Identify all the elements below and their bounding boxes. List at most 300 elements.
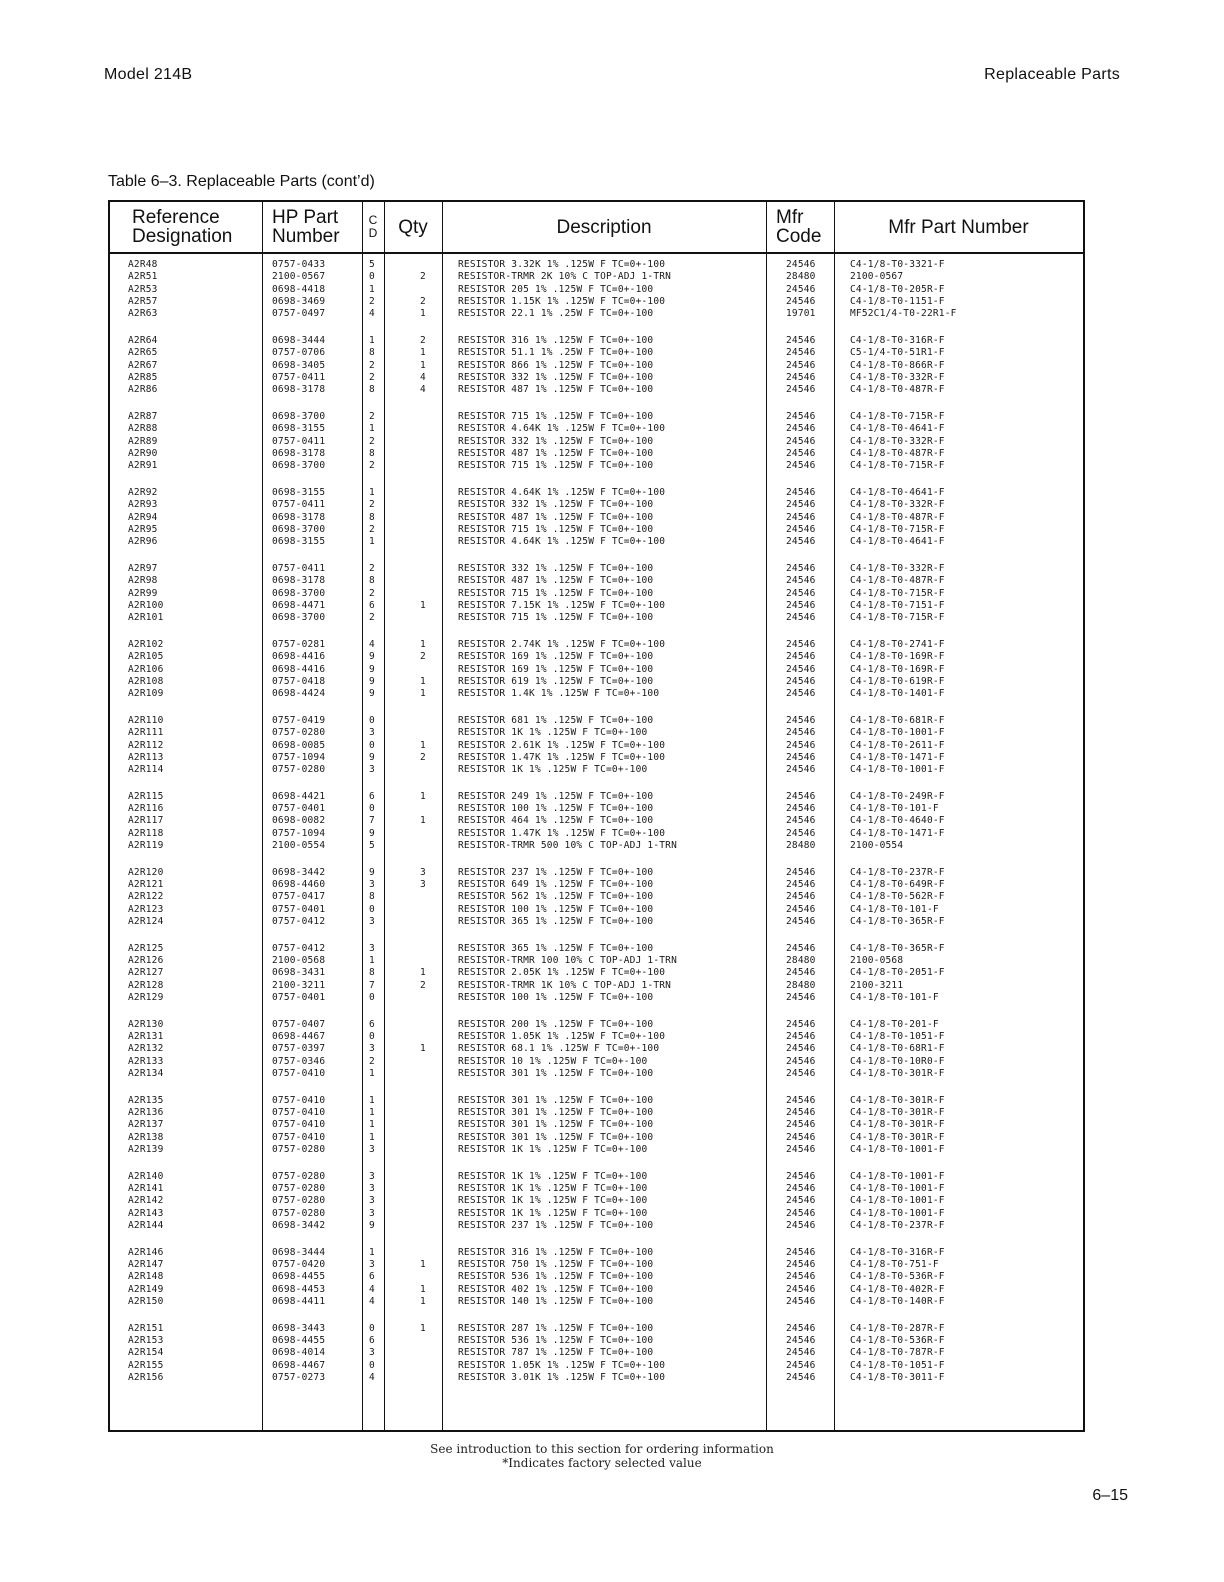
row-group xyxy=(110,1095,1083,1156)
reference-designation: A2R99 xyxy=(128,587,158,599)
hp-part-number: 0698-3178 xyxy=(272,575,326,587)
hp-part-number: 0698-4424 xyxy=(272,688,326,700)
row-group xyxy=(110,791,1083,852)
mfr-code: 24546 xyxy=(786,384,816,396)
reference-designation: A2R124 xyxy=(128,916,164,928)
mfr-part-number: C4-1/8-T0-1471-F xyxy=(850,751,945,763)
reference-designation: A2R112 xyxy=(128,739,164,751)
reference-designation: A2R57 xyxy=(128,295,158,307)
mfr-part-number: C4-1/8-T0-316R-F xyxy=(850,1246,945,1258)
mfr-part-number: C4-1/8-T0-536R-F xyxy=(850,1271,945,1283)
reference-designation: A2R156 xyxy=(128,1371,164,1383)
cd-digit: 2 xyxy=(369,523,375,535)
quantity: 1 xyxy=(420,815,426,827)
mfr-code: 24546 xyxy=(786,460,816,472)
cd-digit: 3 xyxy=(369,764,375,776)
mfr-code: 24546 xyxy=(786,486,816,498)
mfr-part-number: 2100-0567 xyxy=(850,271,904,283)
factory-selected-note: *Indicates factory selected value xyxy=(502,1456,702,1470)
hp-part-number: 0757-0401 xyxy=(272,803,326,815)
mfr-code: 24546 xyxy=(786,1195,816,1207)
mfr-code: 24546 xyxy=(786,1144,816,1156)
description: RESISTOR 464 1% .125W F TC=0+-100 xyxy=(458,815,654,827)
reference-designation: A2R137 xyxy=(128,1119,164,1131)
reference-designation: A2R116 xyxy=(128,803,164,815)
reference-designation: A2R133 xyxy=(128,1055,164,1067)
table-row xyxy=(110,1208,1083,1220)
hp-part-number: 0757-0418 xyxy=(272,675,326,687)
hp-part-number: 0757-0411 xyxy=(272,371,326,383)
hp-part-number: 2100-3211 xyxy=(272,979,326,991)
hp-part-number: 0698-4460 xyxy=(272,879,326,891)
table-row xyxy=(110,1360,1083,1372)
mfr-part-number: C4-1/8-T0-287R-F xyxy=(850,1322,945,1334)
cd-digit: 8 xyxy=(369,891,375,903)
description: RESISTOR 140 1% .125W F TC=0+-100 xyxy=(458,1295,654,1307)
table-row xyxy=(110,512,1083,524)
mfr-code: 24546 xyxy=(786,295,816,307)
table-row xyxy=(110,891,1083,903)
mfr-code: 24546 xyxy=(786,675,816,687)
description: RESISTOR 205 1% .125W F TC=0+-100 xyxy=(458,283,654,295)
mfr-part-number: C4-1/8-T0-715R-F xyxy=(850,587,945,599)
description: RESISTOR 715 1% .125W F TC=0+-100 xyxy=(458,410,654,422)
hp-part-number: 0698-3155 xyxy=(272,486,326,498)
description: RESISTOR 249 1% .125W F TC=0+-100 xyxy=(458,790,654,802)
cd-digit: 1 xyxy=(369,1246,375,1258)
hp-part-number: 0698-3444 xyxy=(272,1246,326,1258)
hp-part-number: 0757-0411 xyxy=(272,499,326,511)
mfr-part-number: C4-1/8-T0-402R-F xyxy=(850,1283,945,1295)
description: RESISTOR 10 1% .125W F TC=0+-100 xyxy=(458,1055,648,1067)
description: RESISTOR 1K 1% .125W F TC=0+-100 xyxy=(458,1195,648,1207)
cd-digit: 1 xyxy=(369,283,375,295)
mfr-code: 24546 xyxy=(786,688,816,700)
mfr-code: 24546 xyxy=(786,562,816,574)
cd-digit: 3 xyxy=(369,1170,375,1182)
reference-designation: A2R150 xyxy=(128,1295,164,1307)
mfr-code: 24546 xyxy=(786,575,816,587)
reference-designation: A2R153 xyxy=(128,1335,164,1347)
table-row xyxy=(110,360,1083,372)
reference-designation: A2R142 xyxy=(128,1195,164,1207)
reference-designation: A2R154 xyxy=(128,1347,164,1359)
reference-designation: A2R122 xyxy=(128,891,164,903)
mfr-part-number: C4-1/8-T0-787R-F xyxy=(850,1347,945,1359)
cd-digit: 6 xyxy=(369,1271,375,1283)
cd-digit: 7 xyxy=(369,979,375,991)
cd-digit: 2 xyxy=(369,1055,375,1067)
cd-digit: 1 xyxy=(369,486,375,498)
cd-digit: 1 xyxy=(369,955,375,967)
reference-designation: A2R117 xyxy=(128,815,164,827)
table-row xyxy=(110,955,1083,967)
cd-digit: 8 xyxy=(369,511,375,523)
row-group xyxy=(110,1323,1083,1384)
quantity: 1 xyxy=(420,1043,426,1055)
cd-digit: 9 xyxy=(369,675,375,687)
mfr-part-number: C4-1/8-T0-2611-F xyxy=(850,739,945,751)
mfr-code: 24546 xyxy=(786,739,816,751)
table-row xyxy=(110,411,1083,423)
quantity: 4 xyxy=(420,371,426,383)
hp-part-number: 0757-0706 xyxy=(272,347,326,359)
hp-part-number: 0757-0412 xyxy=(272,916,326,928)
quantity: 4 xyxy=(420,384,426,396)
description: RESISTOR 1K 1% .125W F TC=0+-100 xyxy=(458,764,648,776)
hp-part-number: 0698-3155 xyxy=(272,423,326,435)
table-row xyxy=(110,1144,1083,1156)
table-row xyxy=(110,1095,1083,1107)
mfr-code: 24546 xyxy=(786,359,816,371)
cd-digit: 0 xyxy=(369,1359,375,1371)
cd-digit: 2 xyxy=(369,460,375,472)
mfr-part-number: C4-1/8-T0-332R-F xyxy=(850,435,945,447)
mfr-code: 24546 xyxy=(786,815,816,827)
mfr-code: 24546 xyxy=(786,651,816,663)
hp-part-number: 0698-4421 xyxy=(272,790,326,802)
description: RESISTOR 866 1% .125W F TC=0+-100 xyxy=(458,359,654,371)
hp-part-number: 0698-3700 xyxy=(272,410,326,422)
description: RESISTOR 287 1% .125W F TC=0+-100 xyxy=(458,1322,654,1334)
table-row xyxy=(110,335,1083,347)
hp-part-number: 0698-4455 xyxy=(272,1335,326,1347)
cd-digit: 8 xyxy=(369,447,375,459)
reference-designation: A2R128 xyxy=(128,979,164,991)
table-row xyxy=(110,1019,1083,1031)
description: RESISTOR 619 1% .125W F TC=0+-100 xyxy=(458,675,654,687)
table-row xyxy=(110,867,1083,879)
cd-digit: 0 xyxy=(369,903,375,915)
description: RESISTOR 1K 1% .125W F TC=0+-100 xyxy=(458,727,648,739)
table-row xyxy=(110,740,1083,752)
mfr-code: 24546 xyxy=(786,992,816,1004)
hp-part-number: 0698-3700 xyxy=(272,523,326,535)
cd-digit: 1 xyxy=(369,1107,375,1119)
description: RESISTOR 100 1% .125W F TC=0+-100 xyxy=(458,992,654,1004)
reference-designation: A2R129 xyxy=(128,992,164,1004)
table-row xyxy=(110,764,1083,776)
footnotes xyxy=(0,1442,1224,1470)
description: RESISTOR 4.64K 1% .125W F TC=0+-100 xyxy=(458,423,666,435)
hp-part-number: 0698-4014 xyxy=(272,1347,326,1359)
description: RESISTOR 237 1% .125W F TC=0+-100 xyxy=(458,866,654,878)
mfr-code: 24546 xyxy=(786,1043,816,1055)
mfr-part-number: C4-1/8-T0-1001-F xyxy=(850,727,945,739)
reference-designation: A2R102 xyxy=(128,638,164,650)
hp-part-number: 0757-0410 xyxy=(272,1107,326,1119)
table-row xyxy=(110,1247,1083,1259)
cd-digit: 2 xyxy=(369,587,375,599)
reference-designation: A2R121 xyxy=(128,879,164,891)
hp-part-number: 0698-4467 xyxy=(272,1359,326,1371)
header-cd: C D xyxy=(368,213,378,240)
cd-digit: 7 xyxy=(369,815,375,827)
cd-digit: 3 xyxy=(369,727,375,739)
hp-part-number: 0757-0401 xyxy=(272,903,326,915)
hp-part-number: 2100-0567 xyxy=(272,271,326,283)
description: RESISTOR 715 1% .125W F TC=0+-100 xyxy=(458,523,654,535)
mfr-part-number: MF52C1/4-T0-22R1-F xyxy=(850,308,957,320)
quantity: 1 xyxy=(420,599,426,611)
table-row xyxy=(110,575,1083,587)
reference-designation: A2R105 xyxy=(128,651,164,663)
description: RESISTOR 1.05K 1% .125W F TC=0+-100 xyxy=(458,1031,666,1043)
cd-digit: 1 xyxy=(369,1094,375,1106)
table-row xyxy=(110,752,1083,764)
table-row xyxy=(110,372,1083,384)
cd-digit: 8 xyxy=(369,967,375,979)
cd-digit: 1 xyxy=(369,423,375,435)
header-mfr-part-number: Mfr Part Number xyxy=(888,216,1029,238)
table-row xyxy=(110,1132,1083,1144)
cd-digit: 4 xyxy=(369,1295,375,1307)
mfr-code: 24546 xyxy=(786,967,816,979)
mfr-part-number: C4-1/8-T0-715R-F xyxy=(850,460,945,472)
hp-part-number: 0757-0280 xyxy=(272,1195,326,1207)
mfr-part-number: 2100-0554 xyxy=(850,840,904,852)
mfr-part-number: C4-1/8-T0-10R0-F xyxy=(850,1055,945,1067)
reference-designation: A2R139 xyxy=(128,1144,164,1156)
description: RESISTOR 3.32K 1% .125W F TC=0+-100 xyxy=(458,259,666,270)
row-group xyxy=(110,487,1083,548)
page-number: 6–15 xyxy=(1092,1487,1128,1504)
mfr-code: 24546 xyxy=(786,1094,816,1106)
table-row xyxy=(110,840,1083,852)
reference-designation: A2R134 xyxy=(128,1068,164,1080)
reference-designation: A2R147 xyxy=(128,1259,164,1271)
mfr-code: 24546 xyxy=(786,1220,816,1231)
hp-part-number: 0757-0397 xyxy=(272,1043,326,1055)
reference-designation: A2R101 xyxy=(128,612,164,624)
cd-digit: 9 xyxy=(369,866,375,878)
mfr-code: 24546 xyxy=(786,1335,816,1347)
table-row xyxy=(110,499,1083,511)
hp-part-number: 0698-3405 xyxy=(272,359,326,371)
mfr-part-number: C4-1/8-T0-301R-F xyxy=(850,1131,945,1143)
table-row xyxy=(110,1043,1083,1055)
hp-part-number: 0757-0280 xyxy=(272,727,326,739)
row-group xyxy=(110,335,1083,396)
description: RESISTOR 301 1% .125W F TC=0+-100 xyxy=(458,1119,654,1131)
quantity: 3 xyxy=(420,866,426,878)
quantity: 1 xyxy=(420,1295,426,1307)
cd-digit: 0 xyxy=(369,803,375,815)
quantity: 2 xyxy=(420,751,426,763)
hp-part-number: 2100-0554 xyxy=(272,840,326,852)
section-label: Replaceable Parts xyxy=(984,66,1120,83)
mfr-part-number: C4-1/8-T0-169R-F xyxy=(850,651,945,663)
description: RESISTOR 237 1% .125W F TC=0+-100 xyxy=(458,1220,654,1231)
mfr-code: 24546 xyxy=(786,1018,816,1030)
hp-part-number: 0757-0417 xyxy=(272,891,326,903)
table-row xyxy=(110,448,1083,460)
row-group xyxy=(110,259,1083,320)
hp-part-number: 0698-4453 xyxy=(272,1283,326,1295)
description: RESISTOR 3.01K 1% .125W F TC=0+-100 xyxy=(458,1371,666,1383)
hp-part-number: 0757-0410 xyxy=(272,1068,326,1080)
description: RESISTOR 4.64K 1% .125W F TC=0+-100 xyxy=(458,536,666,548)
reference-designation: A2R146 xyxy=(128,1246,164,1258)
cd-digit: 1 xyxy=(369,1068,375,1080)
cd-digit: 1 xyxy=(369,334,375,346)
mfr-code: 24546 xyxy=(786,447,816,459)
cd-digit: 5 xyxy=(369,259,375,270)
description: RESISTOR 200 1% .125W F TC=0+-100 xyxy=(458,1018,654,1030)
description: RESISTOR 365 1% .125W F TC=0+-100 xyxy=(458,942,654,954)
cd-digit: 9 xyxy=(369,1220,375,1231)
mfr-part-number: C4-1/8-T0-1001-F xyxy=(850,1170,945,1182)
mfr-code: 28480 xyxy=(786,840,816,852)
mfr-code: 24546 xyxy=(786,1359,816,1371)
description: RESISTOR 1.4K 1% .125W F TC=0+-100 xyxy=(458,688,660,700)
description: RESISTOR 332 1% .125W F TC=0+-100 xyxy=(458,499,654,511)
mfr-code: 24546 xyxy=(786,1271,816,1283)
row-group xyxy=(110,1019,1083,1080)
cd-digit: 0 xyxy=(369,1322,375,1334)
cd-digit: 3 xyxy=(369,1347,375,1359)
mfr-code: 24546 xyxy=(786,1131,816,1143)
row-group xyxy=(110,1247,1083,1308)
ordering-note: See introduction to this section for ordering information xyxy=(430,1442,774,1456)
quantity: 3 xyxy=(420,879,426,891)
table-row xyxy=(110,688,1083,700)
table-row xyxy=(110,1031,1083,1043)
cd-digit: 6 xyxy=(369,599,375,611)
description: RESISTOR 169 1% .125W F TC=0+-100 xyxy=(458,651,654,663)
quantity: 1 xyxy=(420,967,426,979)
quantity: 2 xyxy=(420,979,426,991)
table-row xyxy=(110,943,1083,955)
mfr-part-number: C4-1/8-T0-1051-F xyxy=(850,1031,945,1043)
reference-designation: A2R53 xyxy=(128,283,158,295)
reference-designation: A2R108 xyxy=(128,675,164,687)
mfr-part-number: C4-1/8-T0-487R-F xyxy=(850,384,945,396)
description: RESISTOR 22.1 1% .25W F TC=0+-100 xyxy=(458,308,654,320)
mfr-code: 19701 xyxy=(786,308,816,320)
reference-designation: A2R123 xyxy=(128,903,164,915)
description: RESISTOR 1.05K 1% .125W F TC=0+-100 xyxy=(458,1359,666,1371)
mfr-part-number: C4-1/8-T0-4641-F xyxy=(850,486,945,498)
reference-designation: A2R63 xyxy=(128,308,158,320)
table-row xyxy=(110,460,1083,472)
cd-digit: 4 xyxy=(369,308,375,320)
mfr-part-number: C4-1/8-T0-101-F xyxy=(850,803,939,815)
cd-digit: 6 xyxy=(369,1018,375,1030)
description: RESISTOR 301 1% .125W F TC=0+-100 xyxy=(458,1131,654,1143)
mfr-part-number: C4-1/8-T0-140R-F xyxy=(850,1295,945,1307)
mfr-code: 24546 xyxy=(786,1295,816,1307)
header-qty: Qty xyxy=(398,216,428,238)
quantity: 2 xyxy=(420,271,426,283)
table-row xyxy=(110,436,1083,448)
cd-digit: 0 xyxy=(369,714,375,726)
reference-designation: A2R95 xyxy=(128,523,158,535)
quantity: 1 xyxy=(420,790,426,802)
reference-designation: A2R96 xyxy=(128,536,158,548)
cd-digit: 0 xyxy=(369,992,375,1004)
table-row xyxy=(110,1068,1083,1080)
mfr-code: 24546 xyxy=(786,1170,816,1182)
description: RESISTOR-TRMR 100 10% C TOP-ADJ 1-TRN xyxy=(458,955,678,967)
mfr-code: 24546 xyxy=(786,347,816,359)
mfr-part-number: C4-1/8-T0-301R-F xyxy=(850,1094,945,1106)
quantity: 1 xyxy=(420,308,426,320)
cd-digit: 8 xyxy=(369,575,375,587)
table-row xyxy=(110,271,1083,283)
table-row xyxy=(110,904,1083,916)
hp-part-number: 0757-0401 xyxy=(272,992,326,1004)
reference-designation: A2R86 xyxy=(128,384,158,396)
quantity: 2 xyxy=(420,295,426,307)
mfr-code: 24546 xyxy=(786,283,816,295)
table-row xyxy=(110,815,1083,827)
reference-designation: A2R91 xyxy=(128,460,158,472)
mfr-part-number: C4-1/8-T0-536R-F xyxy=(850,1335,945,1347)
header-hp-part-number: HP Part Number xyxy=(272,207,340,247)
parts-table xyxy=(108,200,1085,1432)
reference-designation: A2R130 xyxy=(128,1018,164,1030)
hp-part-number: 0757-0280 xyxy=(272,1144,326,1156)
description: RESISTOR 649 1% .125W F TC=0+-100 xyxy=(458,879,654,891)
mfr-part-number: C4-1/8-T0-201-F xyxy=(850,1018,939,1030)
description: RESISTOR 100 1% .125W F TC=0+-100 xyxy=(458,803,654,815)
hp-part-number: 0757-0410 xyxy=(272,1119,326,1131)
mfr-part-number: C4-1/8-T0-301R-F xyxy=(850,1119,945,1131)
cd-digit: 6 xyxy=(369,1335,375,1347)
reference-designation: A2R143 xyxy=(128,1207,164,1219)
mfr-part-number: C4-1/8-T0-4640-F xyxy=(850,815,945,827)
reference-designation: A2R120 xyxy=(128,866,164,878)
cd-digit: 4 xyxy=(369,1371,375,1383)
table-row xyxy=(110,791,1083,803)
reference-designation: A2R148 xyxy=(128,1271,164,1283)
hp-part-number: 0698-4418 xyxy=(272,283,326,295)
quantity: 1 xyxy=(420,1283,426,1295)
table-row xyxy=(110,967,1083,979)
description: RESISTOR 332 1% .125W F TC=0+-100 xyxy=(458,435,654,447)
description: RESISTOR 681 1% .125W F TC=0+-100 xyxy=(458,714,654,726)
cd-digit: 9 xyxy=(369,651,375,663)
description: RESISTOR 332 1% .125W F TC=0+-100 xyxy=(458,562,654,574)
mfr-part-number: C4-1/8-T0-562R-F xyxy=(850,891,945,903)
hp-part-number: 0698-4416 xyxy=(272,663,326,675)
cd-digit: 8 xyxy=(369,347,375,359)
mfr-part-number: C4-1/8-T0-3321-F xyxy=(850,259,945,270)
table-row xyxy=(110,1296,1083,1308)
hp-part-number: 0757-0412 xyxy=(272,942,326,954)
hp-part-number: 0757-1094 xyxy=(272,827,326,839)
table-row xyxy=(110,727,1083,739)
mfr-code: 24546 xyxy=(786,942,816,954)
cd-digit: 4 xyxy=(369,638,375,650)
reference-designation: A2R64 xyxy=(128,334,158,346)
mfr-code: 24546 xyxy=(786,714,816,726)
table-row xyxy=(110,1335,1083,1347)
hp-part-number: 0757-0280 xyxy=(272,1183,326,1195)
mfr-part-number: C4-1/8-T0-487R-F xyxy=(850,447,945,459)
mfr-code: 24546 xyxy=(786,259,816,270)
table-row xyxy=(110,980,1083,992)
description: RESISTOR 365 1% .125W F TC=0+-100 xyxy=(458,916,654,928)
reference-designation: A2R85 xyxy=(128,371,158,383)
reference-designation: A2R135 xyxy=(128,1094,164,1106)
description: RESISTOR 715 1% .125W F TC=0+-100 xyxy=(458,612,654,624)
mfr-code: 24546 xyxy=(786,1107,816,1119)
mfr-part-number: C4-1/8-T0-715R-F xyxy=(850,612,945,624)
cd-digit: 9 xyxy=(369,751,375,763)
mfr-part-number: C4-1/8-T0-681R-F xyxy=(850,714,945,726)
